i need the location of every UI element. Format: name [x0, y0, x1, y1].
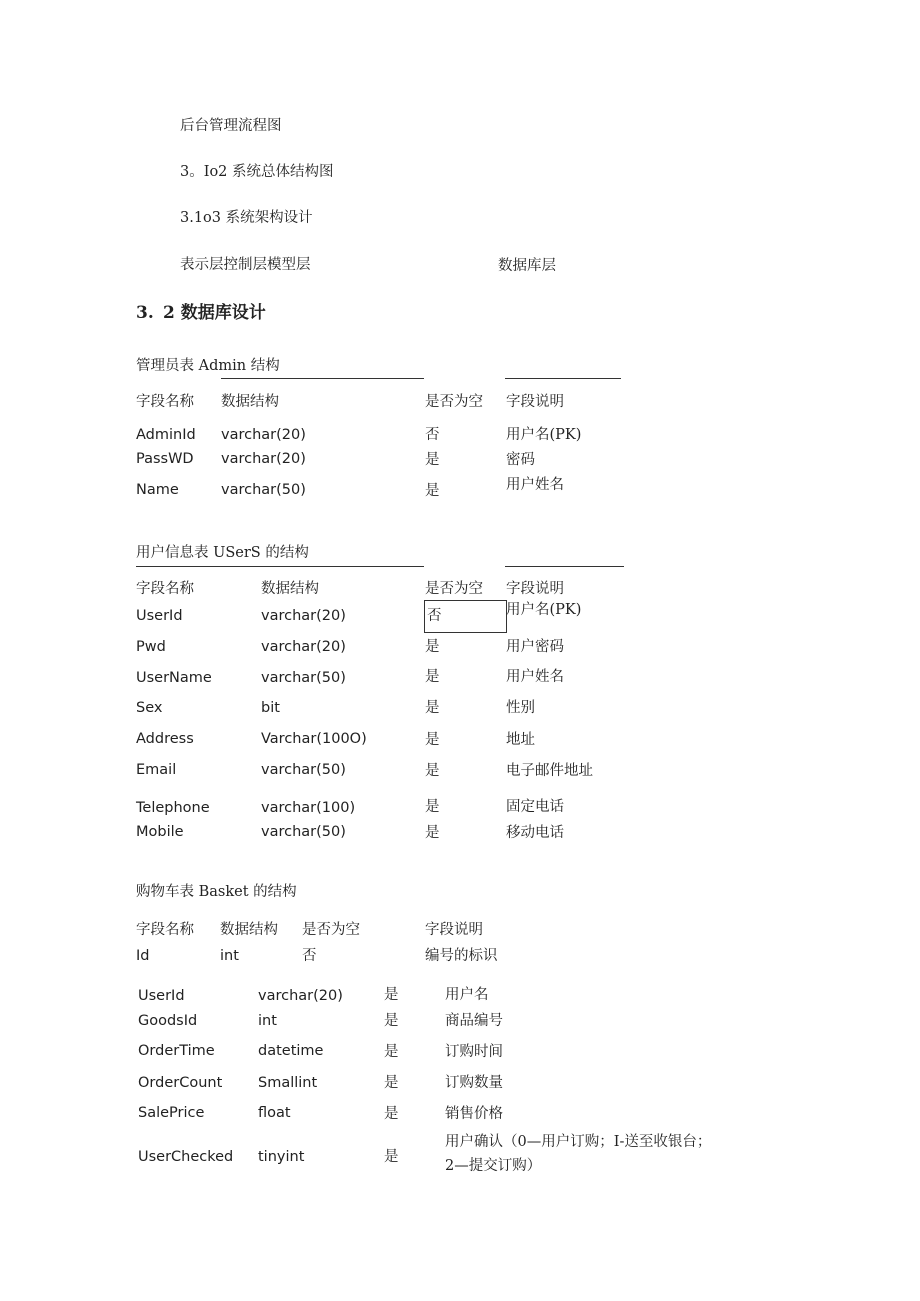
header-field-name: 字段名称: [136, 922, 194, 938]
data-type: varchar(50): [261, 670, 346, 686]
nullable: 是: [425, 452, 440, 468]
backend-flow-caption: 后台管理流程图: [180, 118, 282, 134]
users-table-caption: 用户信息表 USerS 的结构: [136, 545, 309, 561]
description: 电子邮件地址: [506, 763, 593, 779]
header-description: 字段说明: [425, 922, 483, 938]
field-name: UserId: [136, 608, 183, 624]
data-type: varchar(20): [221, 451, 306, 467]
data-type: datetime: [258, 1043, 324, 1059]
nullable: 是: [384, 1013, 399, 1029]
users-rule-left: [136, 566, 424, 567]
description: 用户密码: [506, 639, 564, 655]
field-name: Telephone: [136, 800, 210, 816]
header-field-name: 字段名称: [136, 581, 194, 597]
header-data-type: 数据结构: [220, 922, 278, 938]
description: 用户姓名: [506, 669, 564, 685]
data-type: varchar(20): [221, 427, 306, 443]
nullable: 是: [425, 825, 440, 841]
nullable: 否: [302, 948, 317, 964]
data-type: varchar(50): [261, 762, 346, 778]
description: 商品编号: [445, 1013, 503, 1029]
data-type: Smallint: [258, 1075, 318, 1091]
description: 移动电话: [506, 825, 564, 841]
system-architecture-caption: 3.1o3 系统架构设计: [180, 210, 313, 226]
nullable: 否: [427, 608, 442, 624]
field-name: UserId: [138, 988, 185, 1004]
layers-label-left: 表示层控制层模型层: [180, 257, 311, 273]
data-type: varchar(20): [258, 988, 343, 1004]
nullable: 是: [384, 1149, 399, 1165]
basket-table-caption: 购物车表 Basket 的结构: [136, 884, 297, 900]
data-type: varchar(50): [221, 482, 306, 498]
nullable: 是: [425, 799, 440, 815]
nullable: 是: [425, 763, 440, 779]
header-data-type: 数据结构: [261, 581, 319, 597]
admin-rule-right: [505, 378, 621, 379]
header-data-type: 数据结构: [221, 394, 279, 410]
data-type: Varchar(100O): [261, 731, 367, 747]
field-name: PassWD: [136, 451, 194, 467]
field-name: Pwd: [136, 639, 166, 655]
description: 订购数量: [445, 1075, 503, 1091]
header-description: 字段说明: [506, 394, 564, 410]
header-nullable: 是否为空: [302, 922, 360, 938]
nullable: 是: [425, 639, 440, 655]
nullable: 是: [425, 700, 440, 716]
header-field-name: 字段名称: [136, 394, 194, 410]
data-type: varchar(20): [261, 639, 346, 655]
field-name: Address: [136, 731, 194, 747]
nullable: 是: [384, 1106, 399, 1122]
data-type: varchar(100): [261, 800, 356, 816]
field-name: GoodsId: [138, 1013, 198, 1029]
header-description: 字段说明: [506, 581, 564, 597]
field-name: Id: [136, 948, 150, 964]
nullable: 是: [425, 483, 440, 499]
description: 订购时间: [445, 1044, 503, 1060]
description: 用户姓名: [506, 477, 564, 493]
description: 用户名: [445, 987, 489, 1003]
description: 地址: [506, 732, 535, 748]
system-structure-caption: 3。Io2 系统总体结构图: [180, 164, 334, 180]
users-rule-right: [505, 566, 624, 567]
nullable: 否: [425, 427, 440, 443]
field-name: Sex: [136, 700, 163, 716]
nullable: 是: [384, 987, 399, 1003]
field-name: Mobile: [136, 824, 184, 840]
admin-rule-left: [221, 378, 424, 379]
description: 性别: [506, 700, 535, 716]
description: 密码: [506, 452, 535, 468]
nullable: 是: [425, 669, 440, 685]
header-nullable: 是否为空: [425, 394, 483, 410]
header-nullable: 是否为空: [425, 581, 483, 597]
description-continued: 2—提交订购）: [445, 1158, 542, 1174]
section-number: 3.: [136, 303, 154, 323]
data-type: int: [220, 948, 239, 964]
data-type: float: [258, 1105, 291, 1121]
field-name: AdminId: [136, 427, 196, 443]
data-type: varchar(20): [261, 608, 346, 624]
data-type: tinyint: [258, 1149, 305, 1165]
field-name: Email: [136, 762, 177, 778]
nullable: 是: [425, 732, 440, 748]
field-name: Name: [136, 482, 179, 498]
description: 用户确认（0—用户订购；I-送至收银台；: [445, 1134, 712, 1150]
description: 固定电话: [506, 799, 564, 815]
data-type: bit: [261, 700, 280, 716]
description: 销售价格: [445, 1106, 503, 1122]
description: 用户名(PK): [506, 427, 582, 443]
field-name: OrderTime: [138, 1043, 215, 1059]
admin-table-caption: 管理员表 Admin 结构: [136, 358, 280, 374]
description: 用户名(PK): [506, 602, 582, 618]
field-name: UserName: [136, 670, 212, 686]
section-title: 2 数据库设计: [163, 303, 266, 323]
data-type: int: [258, 1013, 277, 1029]
nullable: 是: [384, 1075, 399, 1091]
description: 编号的标识: [425, 948, 498, 964]
field-name: OrderCount: [138, 1075, 223, 1091]
layers-label-right: 数据库层: [498, 258, 556, 274]
nullable: 是: [384, 1044, 399, 1060]
field-name: UserChecked: [138, 1149, 234, 1165]
data-type: varchar(50): [261, 824, 346, 840]
field-name: SalePrice: [138, 1105, 205, 1121]
